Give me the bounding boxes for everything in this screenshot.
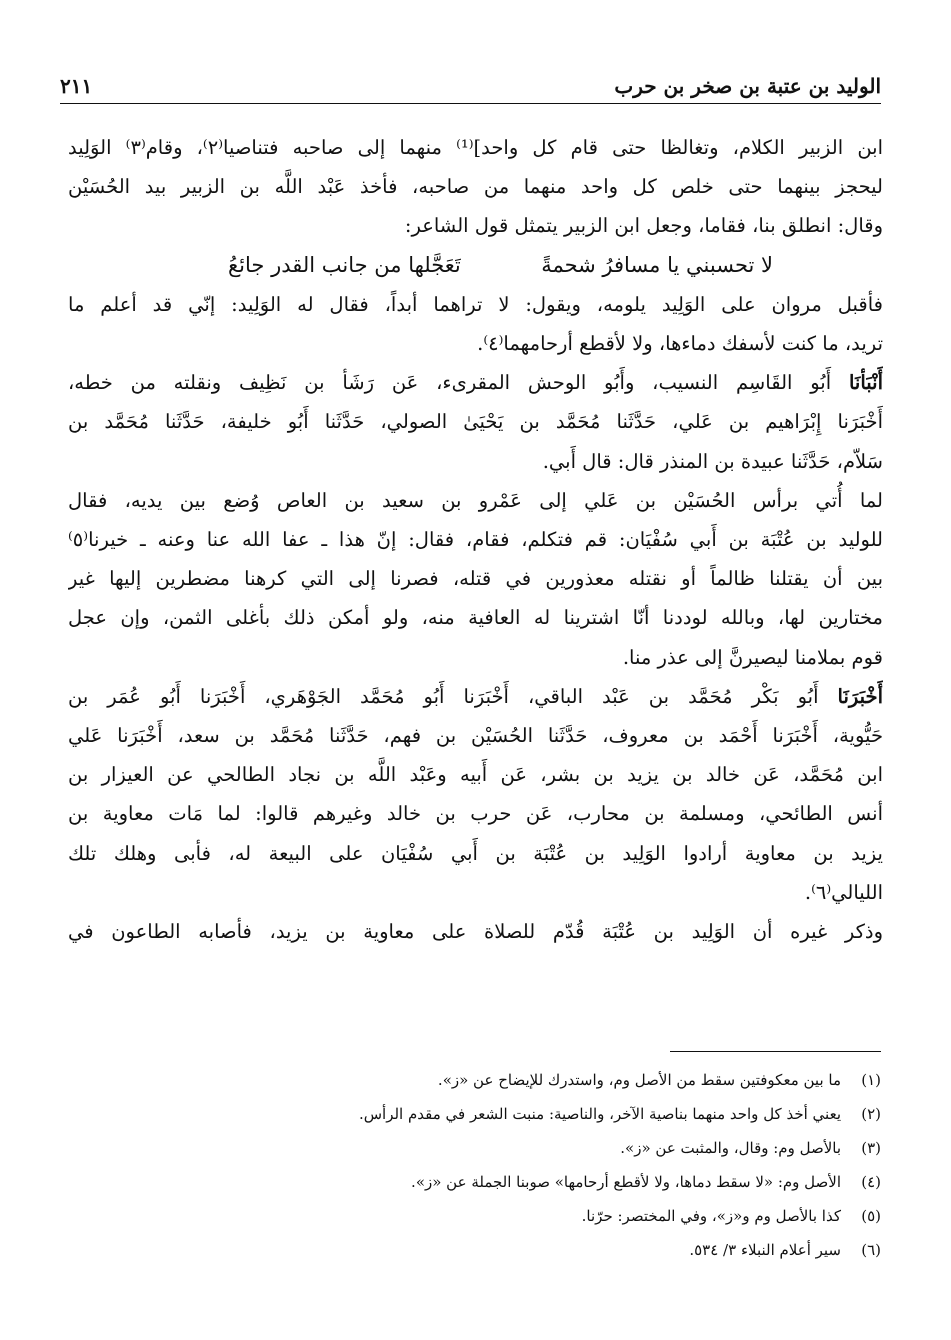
page-header — [60, 58, 881, 98]
line-text: أَبُو القَاسِم النسيب، وأَبُو الوحش المقرىء، عَن رَشَأ بن نَظِيف ونقلته من خطه، — [68, 371, 849, 395]
footnote-text: سير أعلام النبلاء ٣/ ٥٣٤. — [689, 1241, 841, 1259]
isnad-lead-word: أَخْبَرَنَا — [837, 684, 883, 708]
text-line — [68, 677, 883, 716]
text-line: ابن الزبير الكلام، وتغالظا حتى قام كل واحد]⁽¹⁾ منهما إلى صاحبه فتناصيا⁽٢⁾، وقام⁽٣⁾ الوَلِيد — [68, 136, 883, 159]
main-text — [68, 128, 883, 951]
footnote — [80, 1233, 881, 1267]
text-line — [68, 363, 883, 402]
paragraph — [68, 677, 883, 912]
text-line: للوليد بن عُتْبَة بن أَبي سُفْيَان: قم فتكلم، فقام، فقال: إنّ هذا ـ عفا الله عنا وعنه ـ خيرنا⁽٥⁾ — [68, 528, 883, 552]
text-line: يزيد بن معاوية أرادوا الوَلِيد بن عُتْبَة بن أَبي سُفْيَان على البيعة له، فأبى وهلك تلك — [68, 841, 883, 865]
footnote — [80, 1063, 881, 1097]
paragraph — [68, 912, 883, 951]
text-line: تريد، ما كنت لأسفك دماءها، ولا لأقطع أرحامهما⁽٤⁾. — [477, 332, 883, 356]
footnote-text: ما بين معكوفتين سقط من الأصل وم، واستدرك للإيضاح عن «ز». — [437, 1071, 841, 1089]
footnote-number: (٤) — [861, 1173, 881, 1191]
text-line: أَخْبَرَنا إِبْرَاهيم بن عَلي، حَدَّثَنا مُحَمَّد بن يَحْيَىٰ الصولي، حَدَّثَنا أَبُو خليفة، حَدَّثَنا مُحَمَّد بن — [68, 410, 883, 434]
isnad-lead-word: أَنْبَأنَا — [848, 371, 883, 395]
footnote-separator — [670, 1051, 881, 1052]
footnote-number: (٦) — [861, 1241, 881, 1259]
paragraph — [68, 285, 883, 363]
text-line: سَلاّم، حَدَّثَنا عبيدة بن المنذر قال: قال أَبي. — [542, 449, 883, 473]
paragraph — [68, 363, 883, 481]
text-line: لما أُتي برأس الحُسَيْن بن عَلي إلى عَمْرو بن سعيد بن العاص وُضع بين يديه، فقال — [68, 488, 883, 512]
text-line: مختارين لها، وبالله لوددنا أنّا اشترينا له العافية منه، ولو أمكن ذلك بأغلى الثمن، وإن عجل — [68, 606, 883, 630]
footnote-number: (٣) — [861, 1139, 881, 1157]
text-line: ليحجز بينهما حتى خلص كل واحد منهما من صاحبه، فأخذ عَبْد اللَّه بن الزبير بيد الحُسَيْن — [68, 175, 883, 199]
text-line: أنس الطائحي، ومسلمة بن محارب، عَن حرب بن خالد وغيرهم قالوا: لما مَات معاوية بن — [68, 802, 883, 826]
footnote — [80, 1199, 881, 1233]
text-line: وقال: انطلق بنا، فقاما، وجعل ابن الزبير يتمثل قول الشاعر: — [404, 214, 883, 238]
footnote — [80, 1131, 881, 1165]
footnotes — [80, 1063, 881, 1267]
footnote-text: كذا بالأصل وم و«ز»، وفي المختصر: حرّنا. — [581, 1207, 841, 1225]
header-rule — [60, 103, 881, 104]
footnote — [80, 1165, 881, 1199]
footnote-number: (٥) — [861, 1207, 881, 1225]
footnote-text: بالأصل وم: وقال، والمثبت عن «ز». — [620, 1139, 841, 1157]
poetry-verse — [68, 246, 883, 285]
footnote-number: (١) — [861, 1071, 881, 1089]
line-text: أَبُو بَكْر مُحَمَّد بن عَبْد الباقي، أَخْبَرَنا أَبُو مُحَمَّد الجَوْهَري، أَخْبَرَنا أَبُو عُمَر بن — [68, 684, 838, 708]
verse-first-hemistich: لا تحسبني يا مسافرُ شحمةً — [541, 252, 773, 277]
text-line: بين أن يقتلنا ظالماً أو نقتله معذورين في قتله، فصرنا إلى التي كرهنا مضطرين إليها غير — [68, 567, 883, 591]
footnote-number: (٢) — [861, 1105, 881, 1123]
running-head: الوليد بن عتبة بن صخر بن حرب — [614, 74, 881, 98]
verse-second-hemistich: تَعَجَّلها من جانب القدر جائعُ — [228, 252, 461, 277]
paragraph — [68, 128, 883, 246]
footnote-text: يعني أخذ كل واحد منهما بناصية الآخر، والناصية: منبت الشعر في مقدم الرأس. — [358, 1105, 841, 1123]
text-line: الليالي⁽٦⁾. — [804, 880, 883, 904]
footnote — [80, 1097, 881, 1131]
text-line: وذكر غيره أن الوَلِيد بن عُتْبَة قُدّم للصلاة على معاوية بن يزيد، فأصابه الطاعون في — [68, 920, 883, 944]
text-line: فأقبل مروان على الوَلِيد يلومه، ويقول: لا تراهما أبداً، فقال له الوَلِيد: إنّي قد أعلم ما — [68, 292, 883, 316]
text-line: قوم بملامنا ليصيرنَّ إلى عذر منا. — [622, 645, 883, 669]
page-number: ٢١١ — [60, 74, 93, 98]
text-line: ابن مُحَمَّد، عَن خالد بن يزيد بن بشر، عَن أَبيه وعَبْد اللَّه بن نجاد الطالحي عن العيزار بن — [68, 763, 883, 787]
text-line: حَيُّوية، أَخْبَرَنا أَحْمَد بن معروف، حَدَّثَنا الحُسَيْن بن فهم، حَدَّثَنا مُحَمَّد بن سعد، أَخْبَرَنا عَلي — [68, 724, 883, 748]
paragraph — [68, 481, 883, 677]
footnote-text: الأصل وم: «لا سقط دماها، ولا لأقطع أرحامها» صوبنا الجملة عن «ز». — [411, 1173, 841, 1191]
